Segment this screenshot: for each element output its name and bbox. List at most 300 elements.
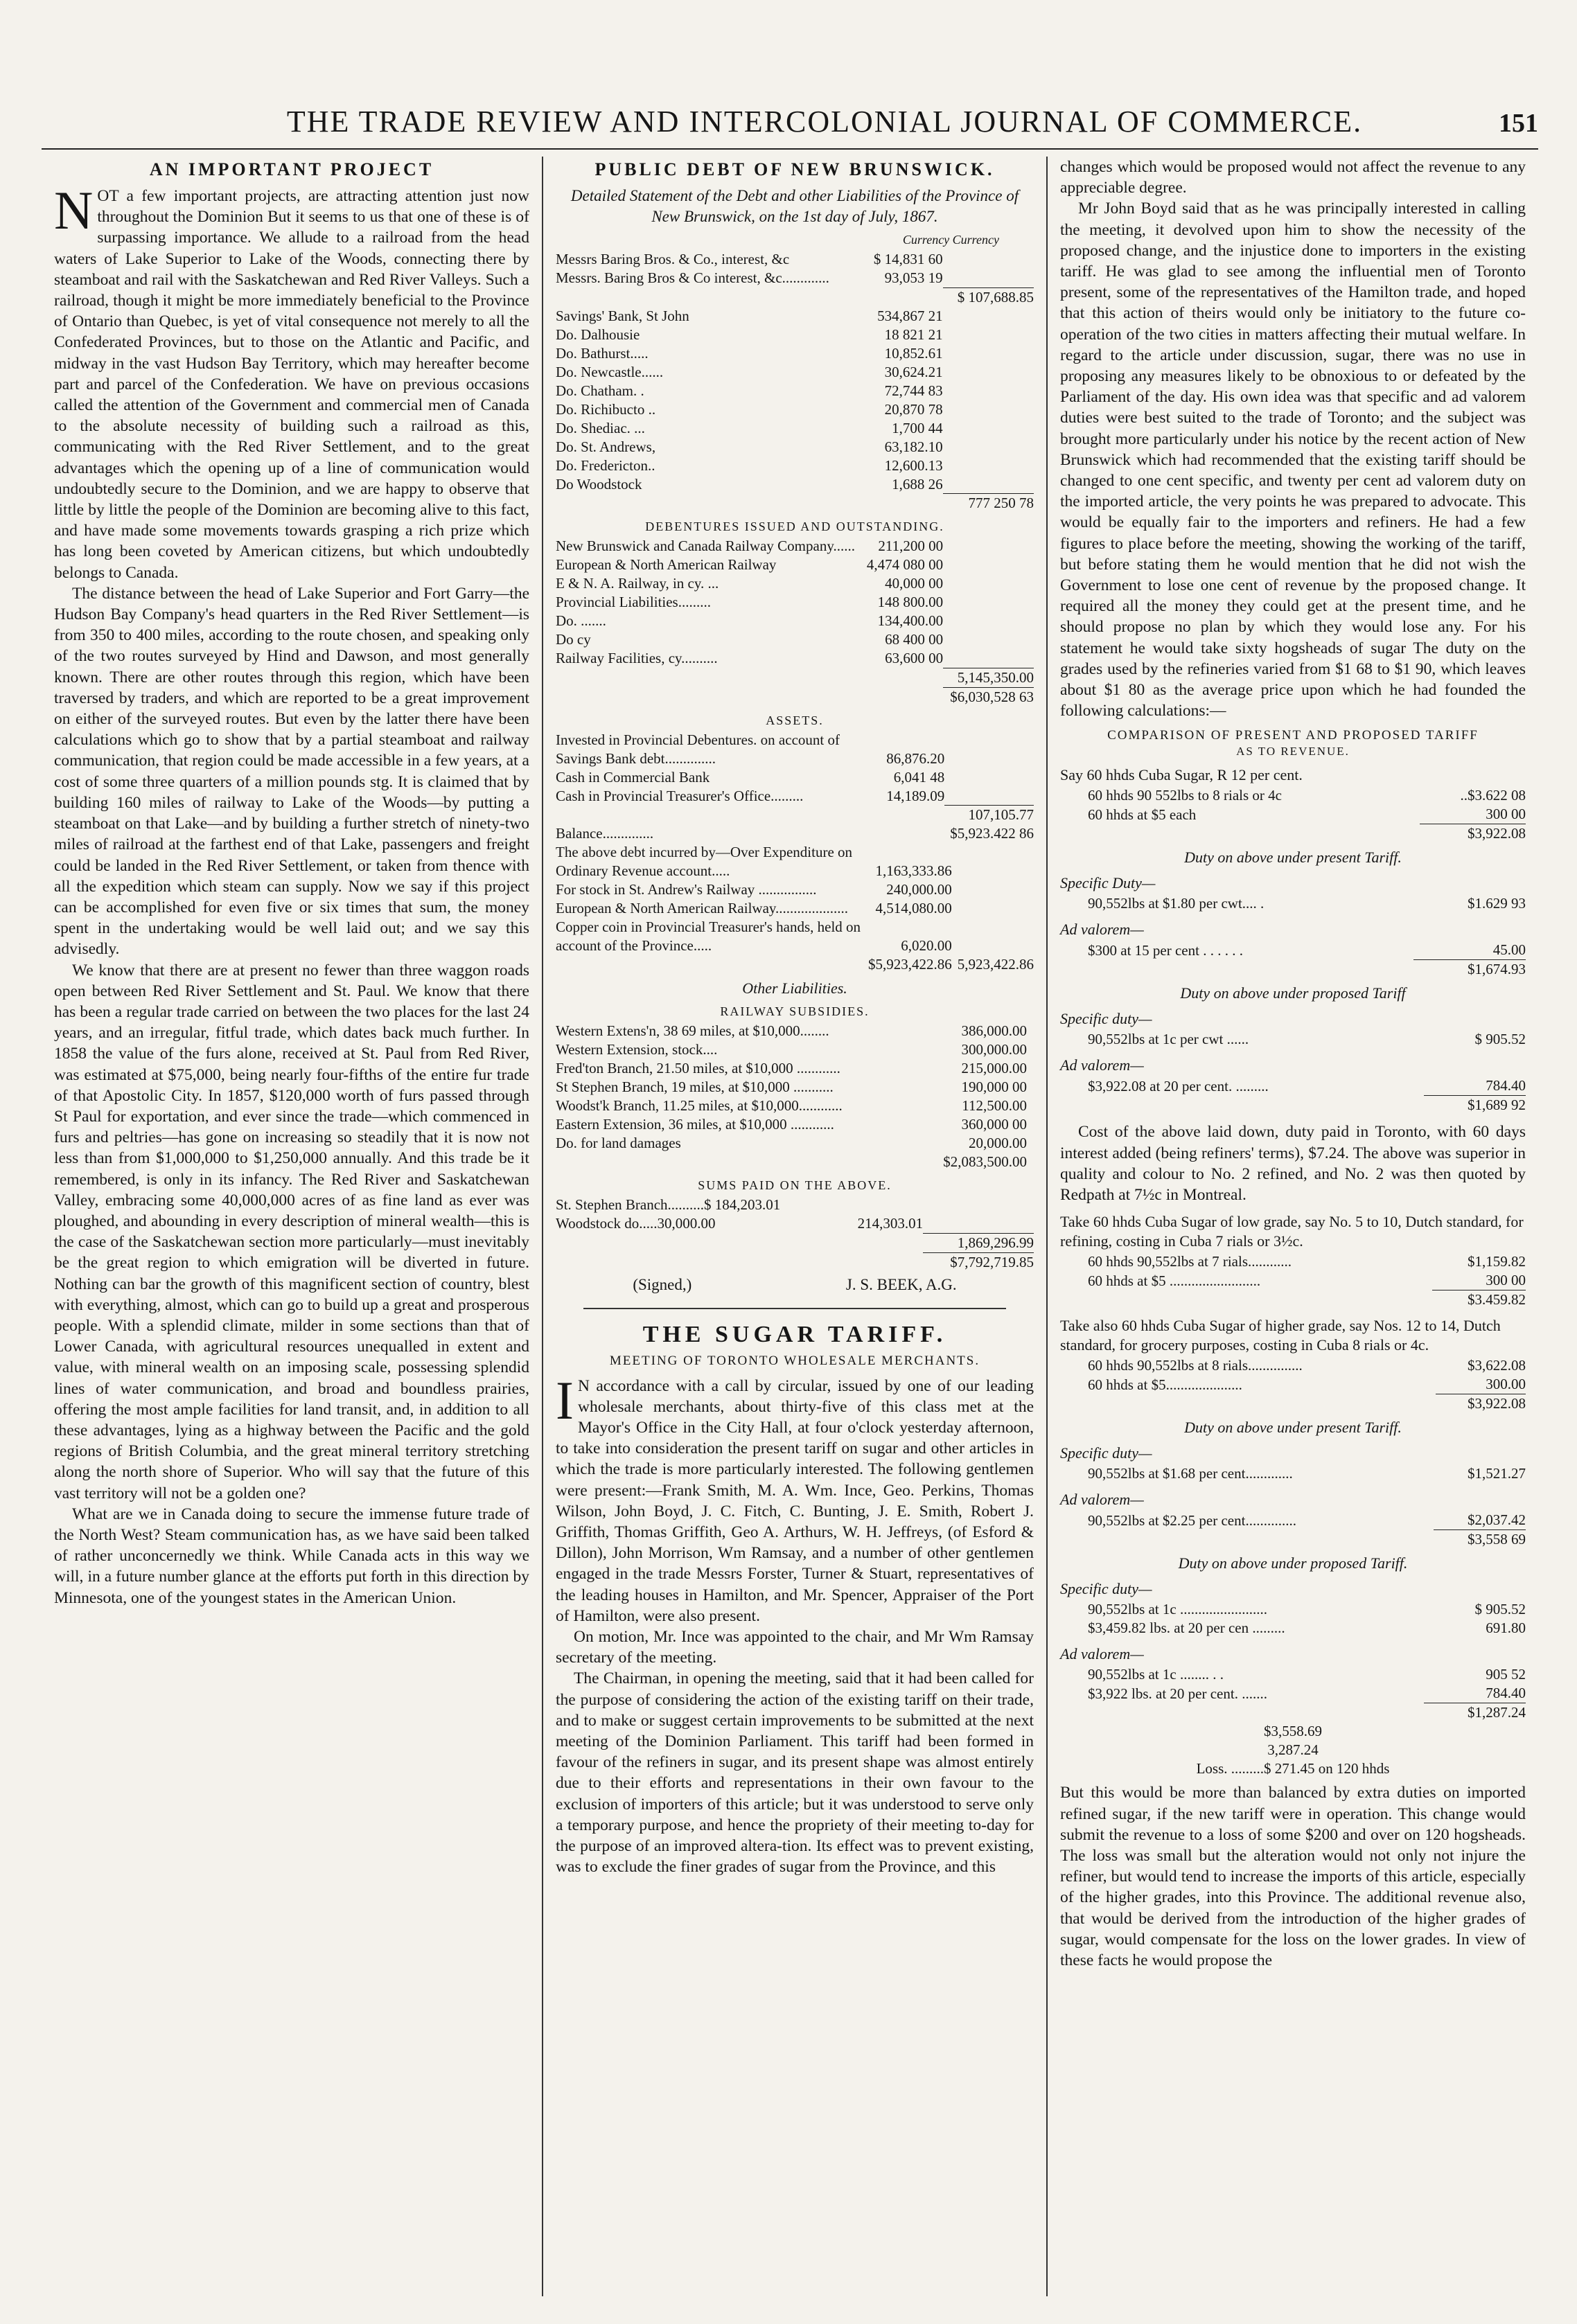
row-description: Do Woodstock <box>556 475 642 493</box>
calc-caption: Duty on above under present Tariff. <box>1184 1419 1402 1437</box>
row-total <box>943 382 1034 400</box>
row-description <box>556 668 860 687</box>
table-row <box>1060 1030 1526 1049</box>
row-total <box>944 787 1034 806</box>
comparison-subtitle: AS TO REVENUE. <box>1236 745 1350 759</box>
row-description: Woodstock do.....30,000.00 <box>556 1215 716 1232</box>
row-amount: 300,000.00 <box>961 1041 1027 1058</box>
table-row <box>556 556 1034 574</box>
assets-label: ASSETS. <box>766 713 824 727</box>
row-amount <box>860 494 943 513</box>
calc-label: Specific duty— <box>1060 1580 1152 1598</box>
table-row <box>1060 786 1526 805</box>
table-row <box>556 612 1034 630</box>
row-total: 5,923,422.86 <box>957 956 1034 973</box>
sums-label: SUMS PAID ON THE ABOVE. <box>698 1178 892 1192</box>
table-row <box>1060 1619 1526 1638</box>
row-amount: 386,000.00 <box>961 1022 1027 1039</box>
row-description: St. Stephen Branch..........$ 184,203.01 <box>556 1196 781 1213</box>
row-total <box>943 630 1034 649</box>
row-description <box>556 1233 835 1252</box>
comparison-title: COMPARISON OF PRESENT AND PROPOSED TARIFF <box>1107 728 1479 743</box>
row-description: Western Extension, stock.... <box>556 1041 718 1058</box>
table-row <box>556 1097 1034 1115</box>
row-description: 60 hhds at $5 each <box>1088 806 1197 823</box>
row-description: 60 hhds at $5 ......................... <box>1088 1272 1261 1289</box>
article-paragraph: The distance between the head of Lake Superior and Fort Garry—the Hudson Bay Company's head quarters in the Red River Settlement—is from 350 to 400 miles, according to the route chosen, and speaking only of the two routes surveyed by Hind and Dawson, and most generally known. There are other routes through this region, which have been traversed by traders, and which are reported to be a great improvement on either of the surveyed routes. But even by the latter there have been calculations which go to show that by a partial steamboat and railway communication, that region could be made accessible in a few years, at a cost of some three quarters of a million pounds stg. It is claimed that by building 160 miles of railway to Lake of the Woods—by putting a steamboat on that Lake—and by building a further stretch of ninety-two miles of railroad at the farthest end of that Lake, passengers and freight could be landed in the Red River Settlement, or taken from thence with all the expedition which steam can supply. Now we say if this project can be accomplished for even five or six times that sum, the money spent in the undertaking would be well laid out; and we say this advisedly. <box>54 584 529 959</box>
table-row <box>556 955 1034 974</box>
calc-table <box>1060 1511 1526 1549</box>
calc-caption: Duty on above under proposed Tariff <box>1180 984 1406 1002</box>
row-total <box>952 899 1034 918</box>
row-amount: 4,474 080 00 <box>866 556 944 573</box>
calc-table <box>1060 1356 1526 1413</box>
calc-intro: Take also 60 hhds Cuba Sugar of higher grade, say Nos. 12 to 14, Dutch standard, for grocery purposes, costing in Cuba 8 rials or 4c. <box>1060 1317 1501 1354</box>
row-amount: $2,037.42 <box>1468 1511 1526 1529</box>
row-amount: $ 905.52 <box>1474 1031 1526 1048</box>
row-description: Invested in Provincial Debentures. on account of Savings Bank debt.............. <box>556 731 840 767</box>
calc-label: Ad valorem— <box>1060 1645 1144 1663</box>
row-total <box>943 593 1034 612</box>
table-row <box>1060 1076 1526 1096</box>
row-amount: 72,744 83 <box>884 382 943 399</box>
row-description: The above debt incurred by—Over Expenditure on Ordinary Revenue account..... <box>556 844 853 879</box>
row-amount: $ 905.52 <box>1474 1601 1526 1618</box>
table-row <box>1060 824 1526 844</box>
row-total <box>1027 1078 1034 1097</box>
table-row <box>556 400 1034 419</box>
row-description: Railway Facilities, cy.......... <box>556 650 718 666</box>
calc-intro: Say 60 hhds Cuba Sugar, R 12 per cent. <box>1060 766 1303 784</box>
running-head <box>42 104 1538 145</box>
page-number: 151 <box>1499 109 1538 138</box>
table-row <box>1060 941 1526 960</box>
row-amount: 4,514,080.00 <box>875 900 952 916</box>
row-amount <box>835 1196 923 1214</box>
row-description: European & North American Railway.................... <box>556 900 849 916</box>
column-middle <box>542 157 1046 2296</box>
row-total <box>952 880 1034 899</box>
row-description <box>1060 1096 1424 1115</box>
row-amount: $1,521.27 <box>1468 1465 1526 1482</box>
row-total <box>943 250 1034 269</box>
calc-caption: Duty on above under proposed Tariff. <box>1178 1554 1408 1572</box>
calc-table <box>1060 1076 1526 1115</box>
row-amount: 14,189.09 <box>886 787 945 804</box>
row-total <box>944 768 1034 787</box>
sugar-paragraph: The Chairman, in opening the meeting, said that it had been called for the purpose of considering the action of the existing tariff on their trade, and to make or suggest certain improvements to be submitted at the next meeting of the Dominion Parliament. This tariff had been formed in favour of the refiners in sugar, and its present shape was almost entirely due to their efforts and representations in their own favour to the exclusion of importers of this article; but it was understood to serve only a temporary purpose, and hence the propriety of their meeting to-day for the purpose of an improved altera-tion. Its effect was to prevent existing, was to exclude the finer grades of sugar from the Province, and this <box>556 1669 1034 1877</box>
other-liabilities-label: Other Liabilities. <box>742 979 847 997</box>
calc-table <box>1060 786 1526 843</box>
debt-table-3 <box>556 731 1034 844</box>
table-row <box>556 1022 1034 1040</box>
calc-table <box>1060 941 1526 979</box>
row-total <box>943 574 1034 593</box>
row-amount: 1,163,333.86 <box>875 862 952 879</box>
row-description: 60 hhds 90,552lbs at 7 rials............ <box>1088 1253 1292 1270</box>
row-description: Do. Dalhousie <box>556 326 640 343</box>
signed-label: (Signed,) <box>633 1275 692 1293</box>
row-description <box>1060 1290 1432 1310</box>
row-description <box>1060 824 1420 844</box>
row-amount <box>835 1233 923 1252</box>
calc-table <box>1060 1464 1526 1483</box>
row-description <box>556 806 881 825</box>
calc-label: Ad valorem— <box>1060 1491 1144 1509</box>
sugar-heading: THE SUGAR TARIFF. <box>642 1321 947 1347</box>
row-description: Do. ....... <box>556 612 606 629</box>
row-description: For stock in St. Andrew's Railway ................ <box>556 881 817 898</box>
table-row <box>556 668 1034 687</box>
table-row <box>1060 1394 1526 1414</box>
article-paragraph: What are we in Canada doing to secure the immense future trade of the North West? Steam communication has, as we have said been talked of rather unconcernedly we think. While Canada acts in this way we will, in a future number glance at the efforts put forth in this direction by Minnesota, one of the youngest states in the American Union. <box>54 1505 529 1607</box>
table-row <box>1060 1530 1526 1550</box>
row-description: Cash in Provincial Treasurer's Office......... <box>556 787 804 804</box>
table-row <box>556 1040 1034 1059</box>
table-row <box>556 307 1034 326</box>
debentures-label: DEBENTURES ISSUED AND OUTSTANDING. <box>645 520 944 533</box>
row-description: New Brunswick and Canada Railway Company...... <box>556 538 855 554</box>
row-description <box>1060 960 1413 979</box>
row-amount: 12,600.13 <box>884 456 943 474</box>
row-amount <box>860 668 943 687</box>
table-row <box>556 880 1034 899</box>
table-row <box>556 1196 1034 1214</box>
table-row <box>556 494 1034 513</box>
debt-table-1 <box>556 250 1034 513</box>
row-amount: 18 821 21 <box>884 326 943 343</box>
row-amount: $1,674.93 <box>1413 960 1526 979</box>
row-amount: 1,700 44 <box>892 419 943 436</box>
row-description: Do. Chatham. . <box>556 382 644 399</box>
row-total: 5,145,350.00 <box>943 668 1034 687</box>
row-amount: 86,876.20 <box>886 749 945 767</box>
row-amount: 40,000 00 <box>885 575 944 592</box>
row-description: European & North American Railway <box>556 556 777 573</box>
table-row <box>556 1059 1034 1078</box>
row-description <box>556 287 860 307</box>
row-amount: $5,923,422.86 <box>868 956 952 973</box>
row-description <box>1060 1703 1424 1723</box>
table-row <box>556 1214 1034 1233</box>
table-row <box>556 382 1034 400</box>
row-amount: 6,041 48 <box>893 768 945 786</box>
table-row <box>1060 1665 1526 1684</box>
article-paragraph: NOT a few important projects, are attracting attention just now throughout the Dominion But it seems to us that one of these is of surpassing importance. We allude to a railroad from the head waters of Lake Superior to Lake of the Woods, connecting there by steamboat and rail with the Saskatchewan and Red River Valleys. Such a railroad, though it might be more immediately beneficial to the Province of Ontario than Quebec, is yet of vital consequence not merely to all the Confederated Provinces, but to those on the Atlantic and Pacific, and midway in the vast Hudson Bay Territory, which may hereafter become part and parcel of the Confederation. We have on previous occasions called the attention of the Government and commercial men of Canada to the absolute necessity of building such a railroad as this, communicating with the Red River Settlement, and to the great advantages which the opening up of a line of communication would undoubtedly secure to the Dominion, and we are happy to observe that little by little the people of the Dominion are becoming alive to this fact, and have made some movements towards grasping a rich prize which has long been coveted by American citizens, but which undoubtedly belongs to Canada. <box>54 180 529 582</box>
table-row <box>556 1252 1034 1272</box>
table-row <box>556 687 1034 707</box>
summary-value: $3,558.69 <box>1264 1723 1322 1740</box>
row-description <box>556 955 863 974</box>
row-description: Messrs Baring Bros. & Co., interest, &c <box>556 251 790 267</box>
row-description: Do cy <box>556 631 591 648</box>
table-row <box>556 1233 1034 1252</box>
row-total <box>943 344 1034 363</box>
loss-line: Loss. .........$ 271.45 on 120 hhds <box>1196 1760 1390 1777</box>
row-description: 90,552lbs at 1c per cwt ...... <box>1088 1031 1249 1048</box>
table-row <box>1060 894 1526 913</box>
drop-cap: N <box>54 180 94 240</box>
row-amount: 905 52 <box>1486 1666 1526 1683</box>
table-row <box>556 269 1034 287</box>
row-description: $3,922 lbs. at 20 per cent. ....... <box>1088 1685 1267 1702</box>
subsidies-label: RAILWAY SUBSIDIES. <box>720 1004 870 1018</box>
sugar-paragraph: I N accordance with a call by circular, issued by one of our leading wholesale merchants, about thirty-five of this class met at the Mayor's Office in the City Hall, at four o'clock yesterday afternoon, to take into consideration the present tariff on sugar and other articles in which the trade is more particularly interested. The following gentlemen were present:—Frank Smith, M. A. Wm. Ince, Geo. Perkins, Thomas Wilson, John Boyd, J. C. Fitch, C. Bunting, J. E. Smith, Robert J. Griffith, Thomas Griffith, Geo A. Arthurs, W. H. Jeffreys, (of Esford & Dillon), John Morrison, Wm Ramsay, and a number of other gentlemen engaged in the trade Messrs Forster, Turner & Stuart, representatives of the leading houses in Hamilton, and Mr. Spencer, Appraiser of the Port of Hamilton, were also present. <box>556 1369 1034 1625</box>
row-amount: 784.40 <box>1486 1077 1526 1094</box>
row-description <box>556 494 860 513</box>
row-total <box>952 918 1034 955</box>
row-description <box>556 1153 915 1171</box>
row-description: 90,552lbs at 1c ........................ <box>1088 1601 1267 1618</box>
calc-table <box>1060 1600 1526 1638</box>
debt-table-6 <box>556 1196 1034 1272</box>
calc-table <box>1060 1665 1526 1722</box>
row-description: 60 hhds at $5..................... <box>1088 1376 1242 1393</box>
journal-title: THE TRADE REVIEW AND INTERCOLONIAL JOURNAL OF COMMERCE. <box>286 105 1363 139</box>
row-total: 1,869,296.99 <box>923 1233 1034 1252</box>
row-amount: $1.629 93 <box>1468 895 1526 912</box>
closing-paragraph: But this would be more than balanced by extra duties on imported refined sugar, if the new tariff were in operation. This change would submit the revenue to a loss of some $200 and over on 120 hogsheads. The loss was small but the alteration would not only not injure the refiner, but would tend to increase the imports of this article, especially of the higher grades, into this Province. The additional revenue also, that would be derived from the introduction of the higher grades of sugar, would compensate for the loss on the lower grades. In view of these facts he would propose the <box>1060 1784 1526 1969</box>
table-row <box>556 731 1034 768</box>
row-amount: 300 00 <box>1486 806 1526 823</box>
row-description: Balance.............. <box>556 825 654 842</box>
table-row <box>556 824 1034 843</box>
table-row <box>556 456 1034 475</box>
table-row <box>556 1078 1034 1097</box>
table-row <box>556 438 1034 456</box>
calc-label: Ad valorem— <box>1060 921 1144 939</box>
table-row <box>556 344 1034 363</box>
columns <box>42 157 1538 2296</box>
calc-label: Ad valorem— <box>1060 1056 1144 1074</box>
table-row <box>556 287 1034 307</box>
row-total <box>944 731 1034 768</box>
table-row <box>556 1115 1034 1134</box>
row-amount: $1,159.82 <box>1468 1253 1526 1270</box>
row-description: 90,552lbs at $2.25 per cent.............. <box>1088 1511 1296 1529</box>
row-description: Do. Fredericton.. <box>556 456 655 474</box>
row-amount <box>881 824 944 843</box>
row-amount: $3,622.08 <box>1468 1357 1526 1374</box>
row-amount: 134,400.00 <box>877 612 944 629</box>
table-row <box>556 593 1034 612</box>
row-amount: 45.00 <box>1492 941 1526 959</box>
summary-value: 3,287.24 <box>1267 1741 1319 1759</box>
calc-table <box>1060 894 1526 913</box>
row-amount: $ 14,831 60 <box>873 251 943 267</box>
row-description: Do. Shediac. ... <box>556 419 645 436</box>
row-amount: 691.80 <box>1486 1620 1526 1637</box>
row-description: $300 at 15 per cent . . . . . . <box>1088 941 1243 959</box>
row-total <box>1027 1022 1034 1040</box>
debt-table-4 <box>556 843 1034 974</box>
row-amount: 63,600 00 <box>885 650 944 666</box>
table-row <box>556 768 1034 787</box>
row-description: Do. for land damages <box>556 1135 681 1151</box>
row-amount: 300.00 <box>1486 1376 1526 1393</box>
table-row <box>556 1153 1034 1171</box>
row-total <box>1027 1153 1034 1171</box>
row-amount: 240,000.00 <box>886 881 952 898</box>
row-amount: $1,287.24 <box>1424 1703 1526 1723</box>
row-amount: 112,500.00 <box>962 1097 1027 1114</box>
debt-dateline: Detailed Statement of the Debt and other Liabilities of the Province of New Brunswick, on the 1st day of July, 1867. <box>570 187 1019 225</box>
row-description: Copper coin in Provincial Treasurer's hands, held on account of the Province..... <box>556 919 861 954</box>
row-total <box>943 326 1034 344</box>
row-description: E & N. A. Railway, in cy. ... <box>556 575 719 592</box>
row-amount: 63,182.10 <box>884 438 943 455</box>
row-total <box>952 843 1034 880</box>
row-total <box>943 400 1034 419</box>
table-row <box>1060 1252 1526 1271</box>
row-amount: $3.459.82 <box>1432 1290 1526 1310</box>
row-amount: 93,053 19 <box>884 269 943 286</box>
row-description <box>1060 1394 1436 1414</box>
row-amount <box>835 1252 923 1272</box>
row-amount: 6,020.00 <box>901 937 952 954</box>
row-description: St Stephen Branch, 19 miles, at $10,000 ........... <box>556 1079 834 1095</box>
newspaper-page <box>42 0 1538 2324</box>
article-paragraph: We know that there are at present no fewer than three waggon roads open between Red River Settlement and St. Paul. We know that there has been a regular trade carried on between the two places for the last 24 years, and an irregular, fitful trade, which dates back much further. In 1858 the value of the furs alone, received at St. Paul from Red River, was estimated at $75,000, being nearly four-fifths of the entire fur trade of that Apostolic City. In 1857, $120,000 worth of furs passed through St Paul for exportation, and ever since the trade—which commenced in furs and peltries—has gone on increasing so steadily that it is now not less than from $1,000,000 to $1,250,000 annually. And this trade be it remembered, is only in its infancy. The Red River and Saskatchewan Valley, embracing some 40,000,000 acres of as fine land as ever was ploughed, and abounding in every description of mineral wealth—this is the case of the Saskatchewan section more particularly—must inevitably be the great region to which emigration will be diverted in future. Nothing can bar the growth of this magnificent section of country, blest with everything, almost, which can go to build up a great and prosperous people. With a splendid climate, milder in some sections than that of Lower Canada, with agricultural resources unequalled in extent and value, with mineral wealth on an imposing scale, possessing splendid lines of water communication, and broad and boundless prairies, offering the most ample facilities for land transit, and, in addition to all these advantages, lying as a highway between the Pacific and the gold regions of British Columbia, and the great mineral territory stretching along the north shore of Superior. Who will say that the future of this vast territory will not be a golden one? <box>54 961 529 1502</box>
row-total: 777 250 78 <box>943 494 1034 513</box>
row-description: Woodst'k Branch, 11.25 miles, at $10,000............ <box>556 1097 843 1114</box>
table-row <box>556 918 1034 955</box>
table-row <box>1060 1356 1526 1375</box>
row-amount: 20,000.00 <box>968 1135 1027 1151</box>
table-row <box>1060 960 1526 979</box>
row-amount: ..$3.622 08 <box>1460 787 1526 804</box>
sugar-paragraph: Mr John Boyd said that as he was principally interested in calling the meeting, it devolved upon him to show the necessity of the proposed change, and the injustice done to importers in the existing tariff. He was glad to see among the influential men of Toronto present, some of the representatives of the Hamilton trade, and hoped that this action of theirs would only be initiatory to the future co-operation of the two cities in matters affecting their mutual welfare. In regard to the article under discussion, sugar, there was no use in proposing any measures likely to be obnoxious to or defeated by the Parliament of the day. His own idea was that specific and ad valorem duties were best suited to the trade of Toronto; and the subject was brought more particularly under his notice by the recent action of New Brunswick which had recommended that the existing tariff should be changed to one cent specific, and twenty per cent ad valorem duty on the imported article, the very points he was prepared to advocate. This would be equally fair to the importers and refiners. He had a few figures to place before the meeting, showing the working of the tariff, but before stating them he would mention that he did not wish the Government to lose one cent of revenue by the proposed change. It required all the money they could get at the present time, and he should propose no plan by which they would lose any. For his statement he would take sixty hogsheads of sugar The duty on the grades used by the refineries varied from $1 68 to $1 90, which leaves about $1 80 as the average price upon which he had founded the following calculations:— <box>1060 199 1526 720</box>
table-row <box>1060 1271 1526 1290</box>
row-total <box>923 1214 1034 1233</box>
row-amount: 148 800.00 <box>877 594 944 610</box>
calc-label: Specific duty— <box>1060 1444 1152 1462</box>
row-total <box>1027 1059 1034 1078</box>
row-description: 60 hhds 90,552lbs at 8 rials............... <box>1088 1357 1303 1374</box>
row-description: Savings' Bank, St John <box>556 307 689 324</box>
row-amount <box>881 806 944 825</box>
table-row <box>1060 805 1526 824</box>
row-amount: $1,689 92 <box>1424 1096 1526 1115</box>
signature-line <box>556 1276 1034 1294</box>
table-row <box>1060 1096 1526 1115</box>
row-total <box>943 363 1034 382</box>
table-row <box>1060 1290 1526 1310</box>
row-amount: 1,688 26 <box>892 475 943 493</box>
row-amount: $3,922.08 <box>1436 1394 1526 1414</box>
signer-name: J. S. BEEK, A.G. <box>845 1275 957 1293</box>
table-row <box>556 419 1034 438</box>
row-amount: $2,083,500.00 <box>943 1153 1027 1170</box>
debt-table-2 <box>556 537 1034 707</box>
row-amount: 300 00 <box>1486 1272 1526 1289</box>
table-row <box>556 899 1034 918</box>
row-description: Messrs. Baring Bros & Co interest, &c............. <box>556 269 829 286</box>
row-description: Fred'ton Branch, 21.50 miles, at $10,000 ............ <box>556 1060 840 1076</box>
row-total <box>943 456 1034 475</box>
column-left <box>42 157 542 2296</box>
row-total: $ 107,688.85 <box>943 287 1034 307</box>
row-description: Western Extens'n, 38 69 miles, at $10,000........ <box>556 1022 829 1039</box>
row-amount: 534,867 21 <box>877 307 943 324</box>
row-amount <box>860 687 943 707</box>
table-row <box>1060 1511 1526 1530</box>
calc-paragraph: Cost of the above laid down, duty paid in Toronto, with 60 days interest added (being refiners' terms), $7.24. The above was superior in quality and colour to No. 2 refined, and No. 2 was then quoted by Redpath at 7½c in Montreal. <box>1060 1123 1526 1205</box>
row-amount: $3,922.08 <box>1420 824 1526 844</box>
row-total <box>943 307 1034 326</box>
calc-table <box>1060 1030 1526 1049</box>
row-total <box>943 612 1034 630</box>
row-total <box>1027 1115 1034 1134</box>
header-rule <box>42 148 1538 150</box>
row-amount: 190,000 00 <box>961 1079 1027 1095</box>
row-description: Do. Newcastle...... <box>556 363 664 380</box>
calc-intro: Take 60 hhds Cuba Sugar of low grade, say No. 5 to 10, Dutch standard, for refining, costing in Cuba 7 rials or 3½c. <box>1060 1213 1524 1250</box>
row-description: 60 hhds 90 552lbs to 8 rials or 4c <box>1088 787 1282 804</box>
row-total <box>943 269 1034 287</box>
calc-table <box>1060 1252 1526 1309</box>
row-total <box>943 556 1034 574</box>
section-rule <box>583 1308 1006 1309</box>
row-total: 107,105.77 <box>944 806 1034 825</box>
row-description <box>556 687 860 707</box>
row-total <box>943 419 1034 438</box>
row-amount: 214,303.01 <box>857 1215 924 1232</box>
table-row <box>556 574 1034 593</box>
row-amount: 360,000 00 <box>961 1116 1027 1133</box>
table-row <box>556 843 1034 880</box>
column-right <box>1046 157 1538 2296</box>
row-amount: 215,000.00 <box>961 1060 1027 1076</box>
row-amount <box>860 287 943 307</box>
row-description: Do. Bathurst..... <box>556 344 649 362</box>
table-row <box>1060 1703 1526 1723</box>
row-amount: 784.40 <box>1486 1685 1526 1702</box>
table-row <box>556 1134 1034 1153</box>
debt-table-5 <box>556 1022 1034 1171</box>
row-description: $3,459.82 lbs. at 20 per cen ......... <box>1088 1620 1285 1637</box>
table-row <box>1060 1684 1526 1703</box>
drop-cap: I <box>556 1369 574 1430</box>
table-row <box>556 630 1034 649</box>
row-total: $6,030,528 63 <box>943 687 1034 707</box>
calc-label: Specific duty— <box>1060 1010 1152 1028</box>
row-description <box>1060 1530 1434 1550</box>
row-description: 90,552lbs at $1.68 per cent............. <box>1088 1465 1293 1482</box>
row-description: Provincial Liabilities......... <box>556 594 711 610</box>
table-row <box>556 363 1034 382</box>
row-amount: 20,870 78 <box>884 400 943 418</box>
row-description <box>556 1252 835 1272</box>
row-description: Cash in Commercial Bank <box>556 768 710 786</box>
table-row <box>556 326 1034 344</box>
table-row <box>556 787 1034 806</box>
row-total <box>923 1196 1034 1214</box>
row-description: 90,552lbs at 1c ........ . . <box>1088 1666 1224 1683</box>
row-total <box>1027 1040 1034 1059</box>
sugar-paragraph: On motion, Mr. Ince was appointed to the chair, and Mr Wm Ramsay secretary of the meeting. <box>556 1627 1034 1667</box>
row-total: $7,792,719.85 <box>923 1252 1034 1272</box>
row-amount: 10,852.61 <box>884 344 943 362</box>
table-row <box>556 537 1034 556</box>
row-total <box>943 438 1034 456</box>
row-description: Do. Richibucto .. <box>556 400 656 418</box>
row-description: Eastern Extension, 36 miles, at $10,000 ............ <box>556 1116 834 1133</box>
table-row <box>556 649 1034 668</box>
table-row <box>1060 1375 1526 1394</box>
debt-heading: PUBLIC DEBT OF NEW BRUNSWICK. <box>594 159 995 179</box>
row-amount: $3,558 69 <box>1434 1530 1526 1550</box>
